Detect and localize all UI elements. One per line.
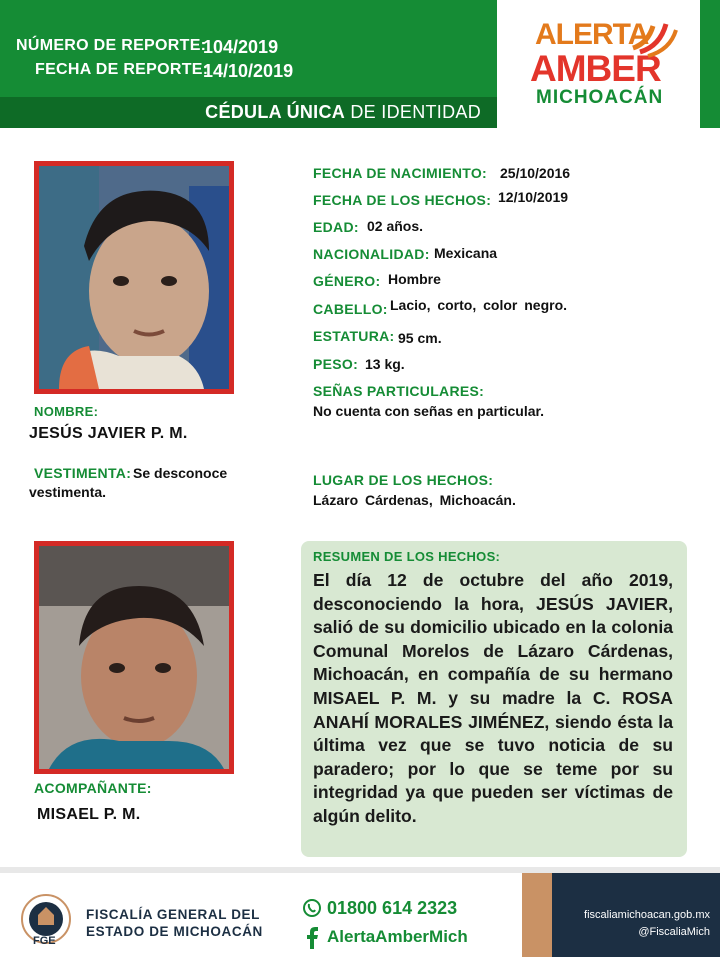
twitter-handle: @FiscaliaMich — [638, 926, 710, 938]
nationality-value: Mexicana — [434, 245, 498, 261]
header-strip — [700, 0, 720, 128]
marks-value: No cuenta con señas en particular. — [313, 403, 545, 419]
summary-box — [301, 541, 687, 857]
child-name: JESÚS JAVIER P. M. — [29, 425, 188, 442]
weight-label: PESO: — [313, 356, 359, 372]
birth-value: 25/10/2016 — [500, 165, 571, 181]
companion-label: ACOMPAÑANTE: — [34, 780, 152, 796]
hair-value: Lacio, corto, color negro. — [390, 297, 568, 313]
agency-name-line1: FISCALÍA GENERAL DEL — [86, 907, 261, 922]
footer-accent — [522, 873, 552, 957]
website: fiscaliamichoacan.gob.mx — [584, 909, 710, 921]
age-value: 02 años. — [367, 218, 424, 234]
gender-value: Hombre — [388, 271, 441, 287]
identity-band — [0, 97, 497, 128]
phone-number: 01800 614 2323 — [327, 898, 458, 918]
whatsapp-icon — [302, 898, 322, 918]
gender-label: GÉNERO: — [313, 273, 381, 289]
name-label: NOMBRE: — [34, 404, 99, 419]
birth-label: FECHA DE NACIMIENTO: — [313, 165, 487, 181]
companion-portrait-icon — [39, 546, 229, 769]
header-banner — [0, 0, 497, 97]
child-portrait-icon — [39, 166, 229, 389]
report-number-label: NÚMERO DE REPORTE: — [16, 37, 207, 54]
event-date-label: FECHA DE LOS HECHOS: — [313, 192, 492, 208]
signal-arcs-icon — [628, 18, 678, 58]
height-label: ESTATURA: — [313, 328, 395, 344]
agency-name-line2: ESTADO DE MICHOACÁN — [86, 924, 263, 939]
report-date: 14/10/2019 — [203, 61, 294, 81]
weight-value: 13 kg. — [365, 356, 405, 372]
summary-label: RESUMEN DE LOS HECHOS: — [313, 549, 501, 564]
age-label: EDAD: — [313, 219, 359, 235]
companion-photo — [34, 541, 234, 774]
alerta-amber-logo: ALERTA AMBER MICHOACÁN — [510, 8, 690, 118]
summary-text: El día 12 de octubre del año 2019, desconociendo la hora, JESÚS JAVIER, salió de su domicilio ubicado en la colonia Comunal Morelos de Lázaro Cárdenas, Michoacán, en compañía de su hermano MISAEL P. M. y su madre la C. ROSA ANAHÍ MORALES JIMÉNEZ, siendo ésta la última vez que se tuvo noticia de su paradero; por lo que se teme por su integridad ya que pueden ser víctimas de algún delito. — [313, 570, 673, 826]
nationality-label: NACIONALIDAD: — [313, 246, 430, 262]
facebook-icon — [304, 927, 320, 949]
clothing-value-line2: vestimenta. — [29, 484, 107, 500]
height-value: 95 cm. — [398, 330, 442, 346]
event-date-value: 12/10/2019 — [498, 189, 569, 205]
clothing-label: VESTIMENTA: — [34, 465, 132, 481]
report-number: 104/2019 — [203, 37, 279, 57]
marks-label: SEÑAS PARTICULARES: — [313, 383, 485, 399]
place-label: LUGAR DE LOS HECHOS: — [313, 472, 494, 488]
child-photo — [34, 161, 234, 394]
hair-label: CABELLO: — [313, 301, 388, 317]
facebook-handle: AlertaAmberMich — [327, 927, 468, 946]
place-value: Lázaro Cárdenas, Michoacán. — [313, 492, 516, 508]
clothing-value-line1: Se desconoce — [133, 465, 228, 481]
fge-label: FGE — [33, 935, 56, 947]
companion-name: MISAEL P. M. — [37, 806, 141, 823]
identity-title: CÉDULA ÚNICA DE IDENTIDAD — [205, 102, 481, 122]
report-date-label: FECHA DE REPORTE: — [35, 61, 209, 78]
